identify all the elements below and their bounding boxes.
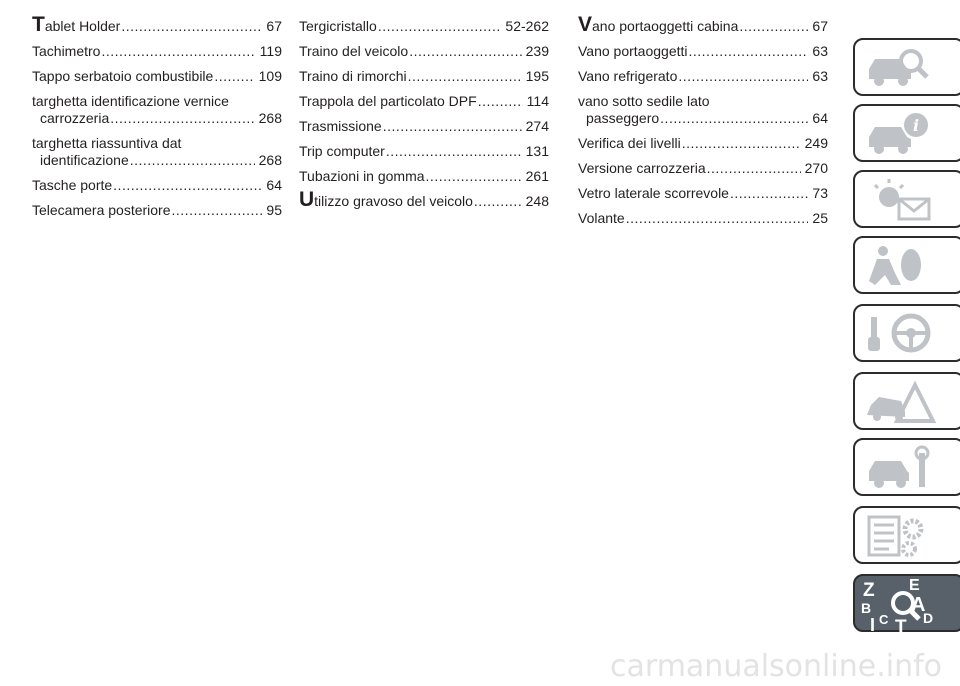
entry-title	[32, 177, 112, 194]
entry-title-text: Versione carrozzeria	[578, 160, 706, 176]
entry-title-text: Tergicristallo	[299, 18, 377, 34]
index-entry[interactable]	[299, 168, 549, 185]
index-column-3	[578, 13, 828, 235]
index-entry[interactable]	[299, 143, 549, 160]
entry-title-text: tilizzo gravoso del veicolo	[314, 193, 473, 209]
index-entry[interactable]	[32, 177, 282, 194]
index-column-1	[32, 13, 282, 227]
entry-title-text: vano sotto sedile lato	[578, 93, 710, 109]
entry-title	[578, 43, 688, 60]
entry-title-text: Volante	[578, 210, 625, 226]
page-number: 63	[812, 43, 828, 59]
page-number: 114	[526, 93, 549, 109]
index-entry[interactable]	[578, 13, 828, 36]
chapter-tab-strip	[853, 0, 960, 686]
page-number: 249	[804, 135, 828, 151]
section-initial: V	[578, 13, 593, 36]
index-entry[interactable]	[299, 18, 549, 35]
entry-title-text: Tubazioni in gomma	[299, 168, 425, 184]
index-entry[interactable]	[32, 13, 282, 36]
index-letter-z: Z	[863, 580, 875, 601]
page-number: 52-262	[505, 18, 549, 34]
tab-alphabetical-index[interactable]	[853, 574, 960, 632]
page-number: 268	[258, 110, 282, 126]
entry-title	[578, 13, 739, 36]
key-steering-wheel-icon	[861, 309, 951, 359]
entry-title	[578, 210, 625, 227]
index-entry[interactable]	[32, 68, 282, 85]
page-number: 119	[259, 43, 282, 59]
dot-leader	[130, 152, 255, 169]
entry-title	[586, 110, 659, 127]
tab-maintenance[interactable]	[853, 438, 960, 496]
section-initial: U	[299, 188, 315, 211]
page-number: 270	[804, 160, 828, 176]
index-entry[interactable]	[32, 135, 282, 169]
dot-leader	[730, 185, 808, 202]
dot-leader	[478, 93, 523, 110]
entry-title-text: targhetta riassuntiva dat	[32, 135, 182, 151]
page-number: 63	[812, 68, 828, 84]
entry-title	[299, 18, 377, 35]
index-letter-a: A	[911, 594, 926, 616]
page-number: 195	[525, 68, 549, 84]
index-entry[interactable]	[578, 210, 828, 227]
entry-title	[299, 93, 477, 110]
entry-title-text: Telecamera posteriore	[32, 202, 171, 218]
index-entry[interactable]	[578, 135, 828, 152]
dot-leader	[214, 68, 254, 85]
entry-title-text: Trip computer	[299, 143, 385, 159]
entry-title	[578, 185, 729, 202]
tab-technical-data[interactable]	[853, 506, 960, 564]
index-entry[interactable]	[32, 202, 282, 219]
entry-title-text: ablet Holder	[44, 18, 121, 34]
page-number: 95	[266, 202, 282, 218]
page-number: 239	[525, 43, 549, 59]
index-entry[interactable]	[578, 93, 828, 127]
dot-leader	[409, 43, 521, 60]
entry-title-text: targhetta identificazione vernice	[32, 93, 229, 109]
index-entry[interactable]	[578, 160, 828, 177]
index-entry[interactable]	[299, 93, 549, 110]
entry-title-text: Tappo serbatoio combustibile	[32, 68, 214, 84]
index-entry[interactable]	[299, 68, 549, 85]
warning-light-message-icon	[861, 175, 951, 225]
index-column-2	[299, 18, 549, 218]
page-number: 25	[812, 210, 828, 226]
entry-title	[32, 93, 229, 110]
dot-leader	[678, 68, 808, 85]
tab-warning-lights[interactable]	[853, 170, 960, 228]
entry-title	[578, 93, 710, 110]
page-number: 131	[525, 143, 549, 159]
dot-leader	[172, 202, 263, 219]
entry-title	[299, 168, 425, 185]
entry-title-text: Trasmissione	[299, 118, 382, 134]
entry-title	[40, 152, 129, 169]
airbag-passenger-icon	[861, 241, 951, 291]
page-number: 248	[525, 193, 549, 209]
dot-leader	[113, 177, 262, 194]
entry-title-text: Vetro laterale scorrevole	[578, 185, 729, 201]
index-letter-i: I	[870, 615, 876, 633]
page-number: 73	[812, 185, 828, 201]
dot-leader	[474, 193, 522, 210]
entry-title	[578, 160, 706, 177]
tab-safety[interactable]	[853, 236, 960, 294]
index-entry[interactable]	[578, 43, 828, 60]
tab-car-info[interactable]	[853, 104, 960, 162]
dot-leader	[101, 43, 255, 60]
entry-title-text: Trappola del particolato DPF	[299, 93, 477, 109]
index-entry[interactable]	[299, 118, 549, 135]
car-search-icon	[861, 43, 951, 93]
alphabetical-index-icon	[861, 579, 951, 633]
dot-leader	[408, 68, 522, 85]
tab-emergency[interactable]	[853, 372, 960, 430]
entry-title	[299, 68, 407, 85]
dot-leader	[707, 160, 801, 177]
dot-leader	[682, 135, 801, 152]
page-number: 64	[812, 110, 828, 126]
watermark: carmanualsonline.info	[610, 649, 942, 684]
car-maintenance-wrench-icon	[861, 443, 951, 493]
index-entry[interactable]	[578, 185, 828, 202]
dot-leader	[660, 110, 808, 127]
entry-title-text: carrozzeria	[40, 110, 110, 126]
entry-title	[40, 110, 109, 127]
entry-title	[299, 118, 382, 135]
entry-title	[299, 43, 408, 60]
tab-car-search[interactable]	[853, 38, 960, 96]
index-letter-t: T	[895, 617, 907, 633]
page-number: 274	[525, 118, 549, 134]
entry-title-text: Vano refrigerato	[578, 68, 678, 84]
index-letter-e: E	[909, 579, 920, 594]
entry-title-text: Tasche porte	[32, 177, 113, 193]
page-number: 261	[525, 168, 549, 184]
car-info-icon	[861, 109, 951, 159]
index-entry[interactable]	[299, 188, 549, 211]
page-number: 64	[266, 177, 282, 193]
car-breakdown-warning-icon	[861, 377, 951, 427]
page-number: 268	[258, 152, 282, 168]
entry-title	[299, 143, 385, 160]
dot-leader	[626, 210, 809, 227]
index-letter-c: C	[879, 612, 889, 627]
index-entry[interactable]	[578, 68, 828, 85]
entry-title	[32, 135, 181, 152]
entry-title	[32, 68, 213, 85]
index-entry[interactable]	[32, 43, 282, 60]
tab-starting-driving[interactable]	[853, 304, 960, 362]
entry-title-text: passeggero	[586, 110, 660, 126]
dot-leader	[386, 143, 522, 160]
entry-title-text: Vano portaoggetti	[578, 43, 688, 59]
page-number: 67	[266, 18, 282, 34]
page-number: 67	[812, 18, 828, 34]
entry-title-text: ano portaoggetti cabina	[592, 18, 739, 34]
dot-leader	[689, 43, 809, 60]
dot-leader	[110, 110, 254, 127]
dot-leader	[426, 168, 522, 185]
dot-leader	[383, 118, 522, 135]
dot-leader	[121, 18, 262, 35]
entry-title	[578, 68, 677, 85]
page-number: 109	[258, 68, 282, 84]
dot-leader	[739, 18, 808, 35]
index-letter-d: D	[923, 610, 934, 626]
entry-title	[299, 188, 473, 211]
index-entry[interactable]	[32, 93, 282, 127]
entry-title-text: Tachimetro	[32, 43, 101, 59]
index-letter-b: B	[861, 600, 872, 616]
entry-title	[32, 202, 171, 219]
entry-title-text: Traino del veicolo	[299, 43, 409, 59]
section-initial: T	[32, 13, 45, 36]
dot-leader	[378, 18, 502, 35]
entry-title-text: identificazione	[40, 152, 129, 168]
entry-title	[578, 135, 681, 152]
specifications-gears-icon	[861, 511, 951, 561]
entry-title	[32, 13, 121, 36]
entry-title-text: Traino di rimorchi	[299, 68, 407, 84]
svg-text:i: i	[913, 116, 920, 135]
index-entry[interactable]	[299, 43, 549, 60]
entry-title	[32, 43, 100, 60]
entry-title-text: Verifica dei livelli	[578, 135, 681, 151]
